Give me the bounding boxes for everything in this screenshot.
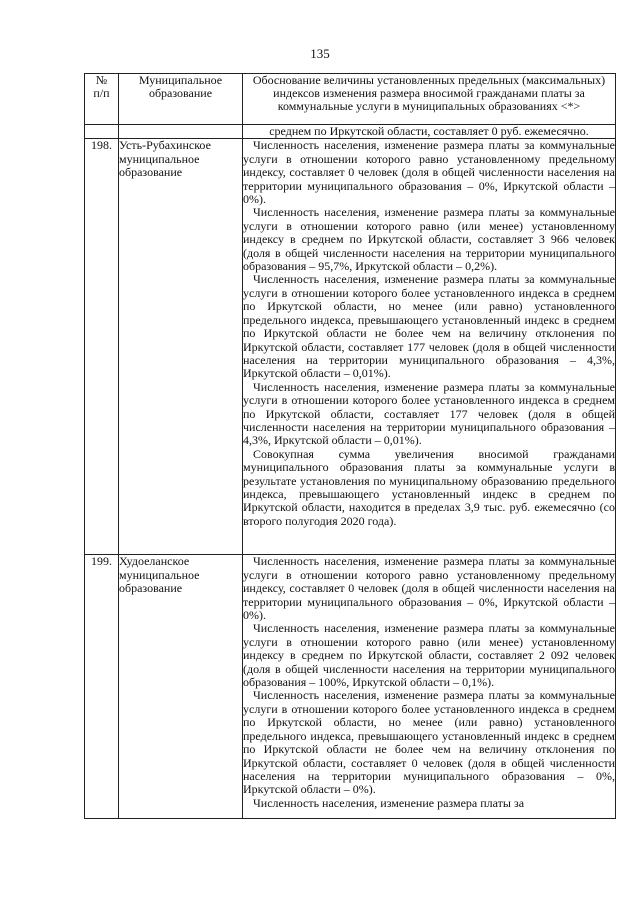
justification-table [84, 73, 616, 819]
row-justification [243, 139, 616, 555]
table-row [85, 555, 616, 819]
paragraph: Численность населения, изменение размера платы за коммунальные услуги в отношении которого равно (или менее) установленному индексу в среднем по Иркутской области, составляет 2 092 человек (доля в общей численности населения на территории муниципального образования – 100%, Иркутской области – 0,1%). [243, 621, 615, 690]
paragraph: Численность населения, изменение размера платы за [253, 795, 525, 810]
continuation-municipality-cell [119, 125, 243, 139]
paragraph: Численность населения, изменение размера платы за коммунальные услуги в отношении которого равно установленному предельному индексу, составляет 0 человек (доля в общей численности населения на территории муниципального образования – 0%, Иркутской области – 0%). [243, 138, 615, 207]
header-num: № п/п [85, 74, 119, 125]
row-municipality: Усть-Рубахинское муниципальное образование [119, 139, 243, 555]
row-num: 199. [85, 555, 119, 819]
paragraph: Численность населения, изменение размера платы за коммунальные услуги в отношении которого более установленного индекса в среднем по Иркутской области, но менее (или равно) установленного предельного индекса, превышающего установленный индекс в среднем по Иркутской области не более чем на величину отклонения по Иркутской области, составляет 177 человек (доля в общей численности населения на территории муниципального образования – 4,3%, Иркутской области – 0,01%). [243, 272, 615, 381]
table-row [85, 139, 616, 555]
paragraph: Численность населения, изменение размера платы за коммунальные услуги в отношении которого равно установленному предельному индексу, составляет 0 человек (доля в общей численности населения на территории муниципального образования – 0%, Иркутской области – 0%). [243, 554, 615, 623]
table-header-row [85, 74, 616, 125]
page-number: 135 [310, 46, 330, 61]
continuation-text: среднем по Иркутской области, составляет 0 руб. ежемесячно. [243, 125, 616, 139]
paragraph: Численность населения, изменение размера платы за коммунальные услуги в отношении которого равно (или менее) установленному индексу в среднем по Иркутской области, составляет 3 966 человек (доля в общей численности населения на территории муниципального образования – 95,7%, Иркутской области – 0,2%). [243, 205, 615, 274]
header-justification: Обоснование величины установленных предельных (максимальных) индексов изменения размера вносимой гражданами платы за коммунальные услуги в муниципальных образованиях <*> [243, 74, 616, 125]
paragraph: Совокупная сумма увеличения вносимой гражданами муниципального образования платы за коммунальные услуги в результате установления по муниципальному образованию предельного индекса, превышающего установленный индекс в среднем по Иркутской области, находится в пределах 3,9 тыс. руб. ежемесячно (со второго полугодия 2020 года). [243, 446, 615, 528]
paragraph: Численность населения, изменение размера платы за коммунальные услуги в отношении которого более установленного индекса в среднем по Иркутской области, составляет 177 человек (доля в общей численности населения на территории муниципального образования – 4,3%, Иркутской области – 0,01%). [243, 379, 615, 448]
paragraph: Численность населения, изменение размера платы за коммунальные услуги в отношении которого более установленного индекса в среднем по Иркутской области, но менее (или равно) установленного предельного индекса, превышающего установленный индекс в среднем по Иркутской области не более чем на величину отклонения по Иркутской области, составляет 0 человек (доля в общей численности населения на территории муниципального образования – 0%, Иркутской области – 0%). [243, 688, 615, 797]
continuation-row [85, 125, 616, 139]
header-municipality: Муниципальное образование [119, 74, 243, 125]
row-num: 198. [85, 139, 119, 555]
continuation-num-cell [85, 125, 119, 139]
row-justification [243, 555, 616, 819]
row-municipality: Худоеланское муниципальное образование [119, 555, 243, 819]
